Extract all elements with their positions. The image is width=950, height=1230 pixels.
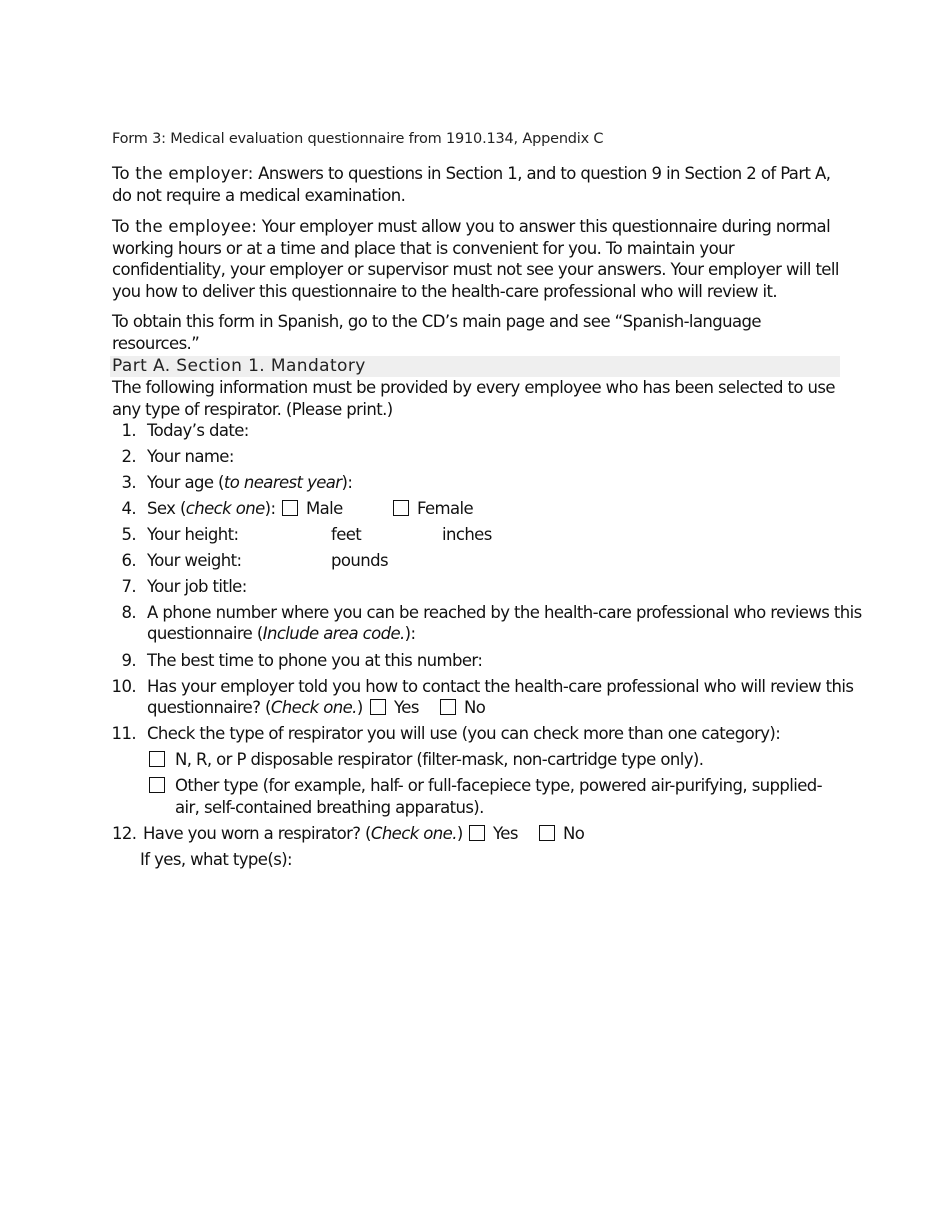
question-number: 7. xyxy=(121,577,136,596)
question-number: 11. xyxy=(111,724,136,743)
employee-note xyxy=(112,216,848,302)
text-part: ): xyxy=(404,624,416,643)
question-text: Your name: xyxy=(147,447,234,466)
employee-note-label: To the employee: xyxy=(112,217,258,236)
question-number: 1. xyxy=(121,421,136,440)
text-part: Have you worn a respirator? ( xyxy=(143,824,371,843)
question-text-line1: Has your employer told you how to contact the health-care professional who will review this xyxy=(147,677,854,696)
emphasis-text: Include area code. xyxy=(262,624,405,643)
employer-note-label: To the employer: xyxy=(112,164,254,183)
question-text: Check the type of respirator you will use (you can check more than one category): xyxy=(147,724,781,743)
male-checkbox[interactable] xyxy=(282,500,298,516)
text-part: ) xyxy=(456,824,463,843)
text-part: ): xyxy=(341,473,353,492)
question-number: 6. xyxy=(121,551,136,570)
female-label: Female xyxy=(417,499,474,518)
question-number: 9. xyxy=(121,651,136,670)
question-text-line2 xyxy=(147,698,363,717)
pounds-label: pounds xyxy=(331,551,388,570)
text-part: Sex ( xyxy=(147,499,186,518)
emphasis-text: check one xyxy=(185,499,265,518)
employer-note-text: Answers to questions in Section 1, and to question 9 in Section 2 of Part A, do not require a medical examination. xyxy=(112,164,831,205)
text-part: ) xyxy=(356,698,363,717)
question-number: 12. xyxy=(112,824,137,843)
spanish-note: To obtain this form in Spanish, go to the CD’s main page and see “Spanish-language resources.” xyxy=(112,312,761,353)
question-text-line2 xyxy=(147,624,415,643)
feet-label: feet xyxy=(331,525,362,544)
followup-text: If yes, what type(s): xyxy=(140,850,292,869)
text-part: ): xyxy=(264,499,276,518)
yes-label: Yes xyxy=(493,824,518,843)
question-text: Today’s date: xyxy=(147,421,249,440)
yes-checkbox[interactable] xyxy=(469,825,485,841)
question-number: 3. xyxy=(121,473,136,492)
no-checkbox[interactable] xyxy=(440,699,456,715)
no-label: No xyxy=(464,698,486,717)
other-type-label-line2: air, self-contained breathing apparatus). xyxy=(175,798,484,817)
employer-note xyxy=(112,163,848,206)
text-part: Your age ( xyxy=(147,473,224,492)
form-title: Form 3: Medical evaluation questionnaire from 1910.134, Appendix C xyxy=(112,131,604,147)
other-type-checkbox[interactable] xyxy=(149,777,165,793)
text-part: questionnaire? ( xyxy=(147,698,271,717)
question-text: Your weight: xyxy=(147,551,242,570)
inches-label: inches xyxy=(442,525,492,544)
disposable-respirator-checkbox[interactable] xyxy=(149,751,165,767)
question-number: 4. xyxy=(121,499,136,518)
section-header: Part A. Section 1. Mandatory xyxy=(110,356,840,377)
female-checkbox[interactable] xyxy=(393,500,409,516)
question-text: The best time to phone you at this number: xyxy=(147,651,483,670)
male-label: Male xyxy=(306,499,343,518)
section-intro: The following information must be provided by every employee who has been selected to use any type of respirator. (Please print.) xyxy=(112,378,835,419)
question-text xyxy=(147,499,275,518)
question-text: Your height: xyxy=(147,525,239,544)
text-part: questionnaire ( xyxy=(147,624,263,643)
question-text xyxy=(147,473,352,492)
question-text-line1: A phone number where you can be reached by the health-care professional who reviews this xyxy=(147,603,862,622)
question-text: Your job title: xyxy=(147,577,247,596)
yes-checkbox[interactable] xyxy=(370,699,386,715)
disposable-respirator-label: N, R, or P disposable respirator (filter-mask, non-cartridge type only). xyxy=(175,750,704,769)
emphasis-text: Check one. xyxy=(370,824,457,843)
question-number: 8. xyxy=(121,603,136,622)
emphasis-text: Check one. xyxy=(270,698,357,717)
emphasis-text: to nearest year xyxy=(223,473,342,492)
no-checkbox[interactable] xyxy=(539,825,555,841)
question-text xyxy=(143,824,463,843)
employee-note-text: Your employer must allow you to answer this questionnaire during normal working hours or at a time and place that is convenient for you. To maintain your confidentiality, your employer or supervisor must not see your answers. Your employer will tell you how to deliver this questionnaire to the health-care professional who will review it. xyxy=(112,217,839,301)
yes-label: Yes xyxy=(394,698,419,717)
question-number: 10. xyxy=(111,677,136,696)
other-type-label-line1: Other type (for example, half- or full-facepiece type, powered air-purifying, supplied- xyxy=(175,776,823,795)
no-label: No xyxy=(563,824,585,843)
question-number: 5. xyxy=(121,525,136,544)
question-number: 2. xyxy=(121,447,136,466)
